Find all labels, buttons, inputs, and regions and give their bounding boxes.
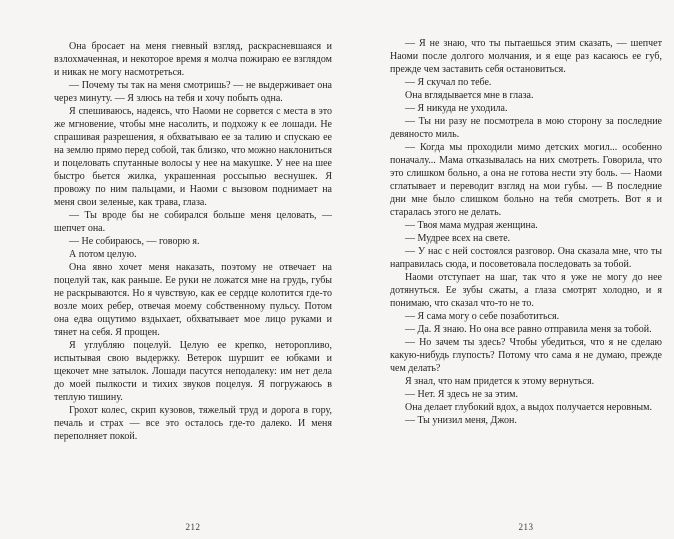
paragraph: — Я сама могу о себе позаботиться. [405, 311, 560, 322]
paragraph: — Я никуда не уходила. [405, 103, 508, 114]
paragraph: — Ты ни разу не посмотрела в мою сторону за последние девяносто миль. [390, 116, 662, 140]
paragraph: Я знал, что нам придется к этому вернуться. [405, 376, 595, 387]
paragraph: — Ты вроде бы не собирался больше меня целовать, — шепчет она. [54, 210, 332, 234]
paragraph: — Твоя мама мудрая женщина. [405, 220, 538, 231]
paragraph: — Но зачем ты здесь? Чтобы убедиться, что я не сделаю какую-нибудь глупость? Потому что сама я не думаю, прежде чем делать? [390, 337, 662, 374]
paragraph: Наоми отступает на шаг, так что я уже не могу до нее дотянуться. Ее зубы сжаты, а глаза смотрят холодно, и я понимаю, что сказал что-то не то. [390, 272, 662, 309]
paragraph: А потом целую. [69, 249, 137, 260]
paragraph: — Да. Я знаю. Но она все равно отправила меня за тобой. [405, 324, 652, 335]
left-page-number: 212 [185, 522, 201, 532]
paragraph: Я спешиваюсь, надеясь, что Наоми не сорвется с места в это же мгновение, чтобы мне насолить, и подхожу к ее лошади. Не спрашивая разрешения, я обхватываю ее за талию и спускаю ее на землю прямо перед собой, так близко, что можно наклониться и поцеловать спутанные волосы у нее на макушке. У нее на шее быстро бьется жилка, украшенная россыпью веснушек. Я провожу по ним пальцами, и Наоми с вызовом поднимает на меня свои зеленые, как трава, глаза. [54, 106, 332, 208]
paragraph: — Ты унизил меня, Джон. [405, 415, 517, 426]
paragraph: Грохот колес, скрип кузовов, тяжелый труд и дорога в гору, печаль и страх — все это осталось где-то далеко. И меня переполняет покой. [54, 405, 332, 442]
right-page-text [390, 37, 662, 427]
paragraph: — У нас с ней состоялся разговор. Она сказала мне, что ты направилась сюда, и посоветовала последовать за тобой. [390, 246, 662, 270]
paragraph: — Я скучал по тебе. [405, 77, 492, 88]
paragraph: Она делает глубокий вдох, а выдох получается неровным. [405, 402, 652, 413]
paragraph: Она явно хочет меня наказать, поэтому не отвечает на поцелуй так, как раньше. Ее руки не ложатся мне на грудь, губы не раскрываются. Но я чувствую, как ее сердце колотится где-то возле моих ребер, отвечая моему собственному пульсу. Потом она едва ощутимо вздыхает, обхватывает мое лицо руками и тянет на себя. Я прощен. [54, 262, 332, 338]
right-page-number: 213 [518, 522, 534, 532]
paragraph: — Нет. Я здесь не за этим. [405, 389, 519, 400]
paragraph: — Мудрее всех на свете. [405, 233, 511, 244]
paragraph: Я углубляю поцелуй. Целую ее крепко, неторопливо, испытывая свою выдержку. Ветерок шуршит ее юбками и щекочет мне затылок. Лошади пасутся неподалеку: им нет дела до моей пылкости и тихих звуков поцелуя. Я погружаюсь в теплую тишину. [54, 340, 332, 403]
paragraph: — Когда мы проходили мимо детских могил... особенно поначалу... Мама отказывалась на них смотреть. Говорила, что это слишком больно, а она не готова нести эту боль. — Наоми сглатывает и переводит взгляд на мои губы. — В последние дни мне было слишком больно на тебя смотреть. Вот я и старалась этого не делать. [390, 142, 662, 218]
paragraph: — Не собираюсь, — говорю я. [69, 236, 200, 247]
paragraph: Она бросает на меня гневный взгляд, раскрасневшаяся и взлохмаченная, и некоторое время я молча пожираю ее взглядом и никак не могу насмотреться. [54, 41, 332, 78]
paragraph: — Я не знаю, что ты пытаешься этим сказать, — шепчет Наоми после долгого молчания, и я еще раз касаюсь ее губ, прежде чем заставить себя остановиться. [390, 38, 662, 75]
paragraph: — Почему ты так на меня смотришь? — не выдерживает она через минуту. — Я злюсь на тебя и хочу побыть одна. [54, 80, 332, 104]
paragraph: Она вглядывается мне в глаза. [405, 90, 534, 101]
left-page-text [54, 40, 332, 443]
right-page [337, 0, 674, 539]
